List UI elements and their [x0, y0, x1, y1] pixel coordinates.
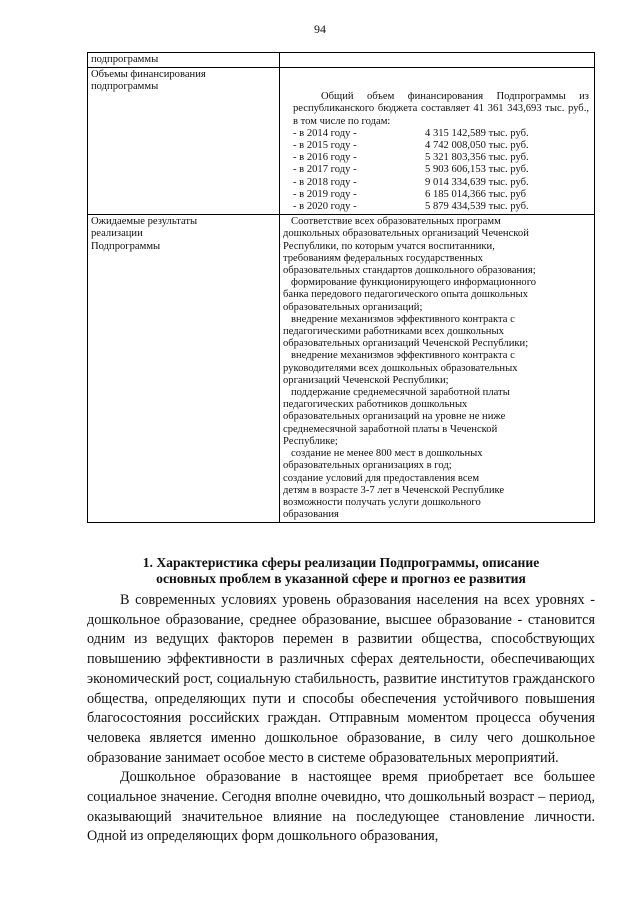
funding-label-line: Объемы финансирования: [91, 69, 206, 81]
funding-amount: 5 321 803,356 тыс. руб.: [425, 152, 529, 164]
section-title: [87, 555, 595, 587]
row-value: [280, 53, 595, 68]
funding-year-row: [283, 152, 591, 164]
funding-year-row: [283, 164, 591, 176]
result-line: образования: [283, 509, 339, 521]
result-line: педагогическими работниками всех дошкольных: [283, 326, 504, 338]
funding-year: - в 2019 году -: [293, 188, 357, 200]
results-label: [88, 215, 280, 523]
result-line: поддержание среднемесячной заработной платы: [291, 387, 510, 399]
results-label-line: Подпрограммы: [91, 240, 161, 252]
body-text: [87, 591, 595, 847]
table-row-program-end: [88, 53, 595, 68]
result-line: создание не менее 800 мест в дошкольных: [291, 448, 483, 460]
result-line: создание условий для предоставления всем: [283, 472, 480, 484]
results-value: [280, 215, 595, 523]
result-line: формирование функционирующего информационного: [291, 277, 537, 289]
result-line: дошкольных образовательных организаций Чеченской: [283, 228, 529, 240]
funding-year: - в 2014 году -: [293, 127, 357, 139]
funding-amount: 6 185 014,366 тыс. руб: [425, 188, 527, 200]
funding-total-text: Общий объем финансирования Подпрограммы из республиканского бюджета составляет 41 361 343,693 тыс. руб., в том числе по годам:: [293, 91, 589, 127]
funding-label: [88, 68, 280, 215]
result-line: руководителями всех дошкольных образовательных: [283, 362, 518, 374]
row-label: подпрограммы: [88, 53, 280, 68]
results-label-line: реализации: [91, 228, 143, 240]
results-label-line: Ожидаемые результаты: [91, 216, 198, 228]
funding-year-row: [283, 177, 591, 189]
funding-amount: 5 903 606,153 тыс. руб.: [425, 164, 529, 176]
result-line: среднемесячной заработной платы в Чеченской: [283, 423, 498, 435]
funding-year: - в 2020 году -: [293, 201, 357, 213]
result-line: образовательных организациях в год;: [283, 460, 452, 472]
funding-year: - в 2018 году -: [293, 176, 357, 188]
funding-year-row: [283, 201, 591, 213]
result-line: организаций Чеченской Республики;: [283, 374, 449, 386]
funding-year: - в 2017 году -: [293, 164, 357, 176]
funding-amount: 5 879 434,539 тыс. руб.: [425, 201, 529, 213]
result-line: внедрение механизмов эффективного контракта с: [291, 350, 515, 362]
paragraph: Дошкольное образование в настоящее время приобретает все большее социальное значение. Сегодня вполне очевидно, что дошкольный возраст – период, оказывающий значительное влияние на последующее становление личности. Одной из определяющих форм дошкольного образования,: [87, 769, 595, 845]
funding-amount: 9 014 334,639 тыс. руб.: [425, 176, 529, 188]
funding-label-line: подпрограммы: [91, 81, 159, 93]
result-line: педагогических работников дошкольных: [283, 399, 468, 411]
table-row-expected-results: [88, 215, 595, 523]
funding-year: - в 2016 году -: [293, 152, 357, 164]
result-line: Республики, по которым учатся воспитанники,: [283, 240, 495, 252]
result-line: требованиям федеральных государственных: [283, 252, 483, 264]
table-row-funding: [88, 68, 595, 215]
result-line: детям в возрасте 3-7 лет в Чеченской Республике: [283, 484, 505, 496]
funding-amount: 4 315 142,589 тыс. руб.: [425, 127, 529, 139]
section-title-line: основных проблем в указанной сфере и прогноз ее развития: [156, 571, 526, 586]
result-line: банка передового педагогического опыта дошкольных: [283, 289, 528, 301]
funding-year: - в 2015 году -: [293, 140, 357, 152]
funding-amount: 4 742 008,050 тыс. руб.: [425, 140, 529, 152]
result-line: возможности получать услуги дошкольного: [283, 496, 481, 508]
result-line: образовательных организаций;: [283, 301, 423, 313]
funding-year-row: [283, 189, 591, 201]
result-line: Республике;: [283, 435, 338, 447]
paragraph: В современных условиях уровень образования населения на всех уровнях - дошкольное образование, среднее образование, высшее образование - становится одним из ведущих факторов перемен в развитии общества, способствующих повышению эффективности в различных сферах деятельности, обеспечивающих экономический рост, социальную стабильность, развитие институтов гражданского общества, определяющих пути и способы обеспечения устойчивого повышения благосостояния российских граждан. Отправным моментом процесса обучения человека является именно дошкольное образование, в силу чего дошкольное образование занимает особое место в системе образовательных мероприятий.: [87, 592, 595, 766]
funding-value: [280, 68, 595, 215]
result-line: внедрение механизмов эффективного контракта с: [291, 313, 515, 325]
funding-year-row: [283, 140, 591, 152]
result-line: образовательных организаций на уровне не ниже: [283, 411, 506, 423]
program-passport-table: [87, 52, 595, 523]
page-number: 94: [314, 22, 326, 36]
funding-year-row: [283, 128, 591, 140]
result-line: образовательных стандартов дошкольного образования;: [283, 265, 536, 277]
result-line: Соответствие всех образовательных программ: [291, 216, 501, 228]
section-title-line: 1. Характеристика сферы реализации Подпрограммы, описание: [142, 555, 540, 570]
result-line: образовательных организаций Чеченской Республики;: [283, 338, 529, 350]
